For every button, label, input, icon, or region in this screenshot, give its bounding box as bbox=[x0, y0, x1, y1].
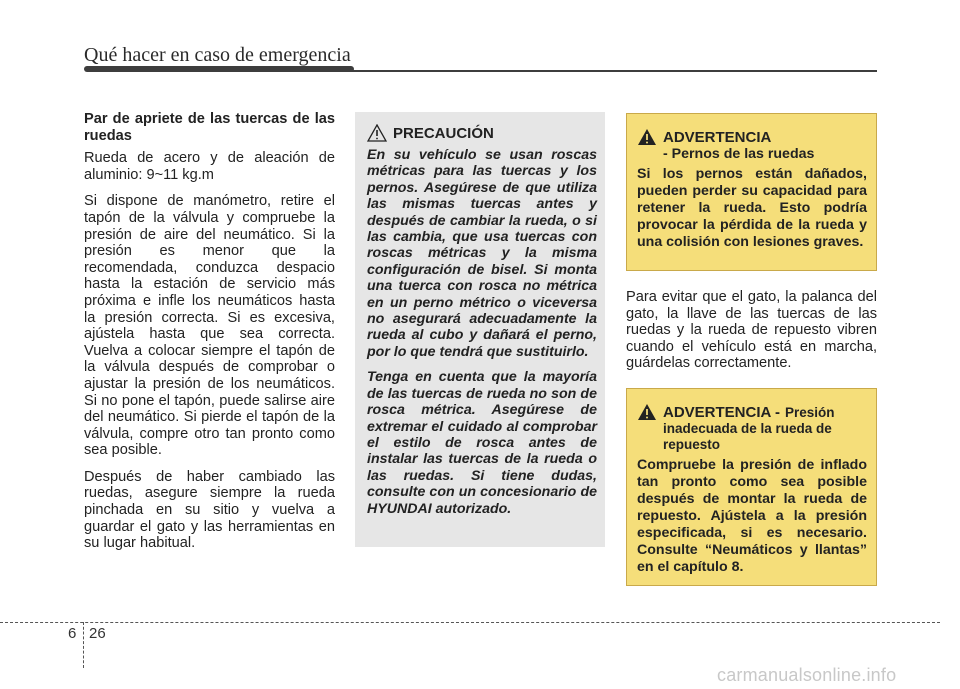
caution-title: PRECAUCIÓN bbox=[393, 124, 494, 142]
warning1-title: ADVERTENCIA bbox=[663, 128, 772, 146]
caution-triangle-icon bbox=[367, 124, 387, 142]
warning-box-spare-pressure bbox=[626, 388, 877, 586]
warning-triangle-icon bbox=[637, 403, 657, 421]
warning-box-wheel-bolts bbox=[626, 113, 877, 271]
caution-paragraph-1: En su vehículo se usan roscas métricas para las tuercas y los pernos. Asegúrese de que utiliza las mismas tuercas antes y después de cambiar la rueda, o si las cambia, que usa tuercas con roscas métricas y la misma configuración de bisel. Si monta una tuerca con rosca no métrica en un perno métrico o viceversa no asegurará adecuadamente la rueda al cubo y dañará el perno, por lo que tendrá que sustituirlo. bbox=[367, 147, 597, 360]
torque-subheading: Par de apriete de las tuercas de las ruedas bbox=[84, 111, 335, 144]
caution-body bbox=[367, 147, 597, 517]
caution-box bbox=[355, 112, 605, 547]
warning2-text: Compruebe la presión de inflado tan pronto como sea posible después de montar la rueda de repuesto. Ajústela a la presión especificada, si es necesario. Consulte “Neumáticos y llantas” en el capítulo 8. bbox=[637, 457, 867, 575]
left-column bbox=[84, 111, 335, 562]
footer-dashed-divider bbox=[83, 622, 84, 668]
header-rule-thick bbox=[84, 66, 354, 72]
caution-header bbox=[367, 124, 597, 142]
warning2-subtitle-inline: Presión bbox=[784, 404, 835, 420]
footer-dashed-rule bbox=[0, 622, 940, 623]
caution-paragraph-2: Tenga en cuenta que la mayoría de las tuercas de rueda no son de rosca métrica. Asegúrese de extremar el cuidado al comprobar el estilo de rosca antes de instalar las tuercas de la rueda o las ruedas. Si tiene dudas, consulte con un concesionario de HYUNDAI autorizado. bbox=[367, 369, 597, 517]
warning2-header bbox=[637, 403, 867, 421]
warning2-subtitle: inadecuada de la rueda de repuesto bbox=[663, 421, 832, 452]
page-number: 26 bbox=[89, 625, 106, 642]
warning1-header bbox=[637, 128, 867, 146]
warning1-text: Si los pernos están dañados, pueden perder su capacidad para retener la rueda. Esto podría provocar la pérdida de la rueda y una colisión con lesiones graves. bbox=[637, 166, 867, 250]
header-rule-thin bbox=[350, 70, 877, 72]
warning2-title: ADVERTENCIA - bbox=[663, 403, 780, 421]
storage-paragraph: Después de haber cambiado las ruedas, asegure siempre la rueda pinchada en su sitio y vuelva a guardar el gato y las herramientas en su lugar habitual. bbox=[84, 468, 335, 552]
right-column-paragraph: Para evitar que el gato, la palanca del gato, la llave de las tuercas de las ruedas y la rueda de repuesto vibren cuando el vehículo está en marcha, guárdelas correctamente. bbox=[626, 289, 877, 372]
warning1-subtitle: - Pernos de las ruedas bbox=[663, 146, 815, 162]
warning-triangle-icon bbox=[637, 128, 657, 146]
section-number: 6 bbox=[68, 625, 77, 642]
page-header-title: Qué hacer en caso de emergencia bbox=[84, 44, 351, 66]
torque-spec: Rueda de acero y de aleación de aluminio: 9~11 kg.m bbox=[84, 150, 335, 183]
watermark: carmanualsonline.info bbox=[717, 665, 897, 685]
pressure-paragraph: Si dispone de manómetro, retire el tapón de la válvula y compruebe la presión de aire del neumático. Si la presión es menor que la recomendada, conduzca despacio hasta la estación de servicio más próxima e infle los neumáticos hasta la presión correcta. Si es excesiva, ajústela hasta que sea correcta. Vuelva a colocar siempre el tapón de la válvula después de comprobar o ajustar la presión de los neumáticos. Si no pone el tapón, puede salirse aire del neumático. Si pierde el tapón de la válvula, compre otro tan pronto como sea posible. bbox=[84, 193, 335, 459]
